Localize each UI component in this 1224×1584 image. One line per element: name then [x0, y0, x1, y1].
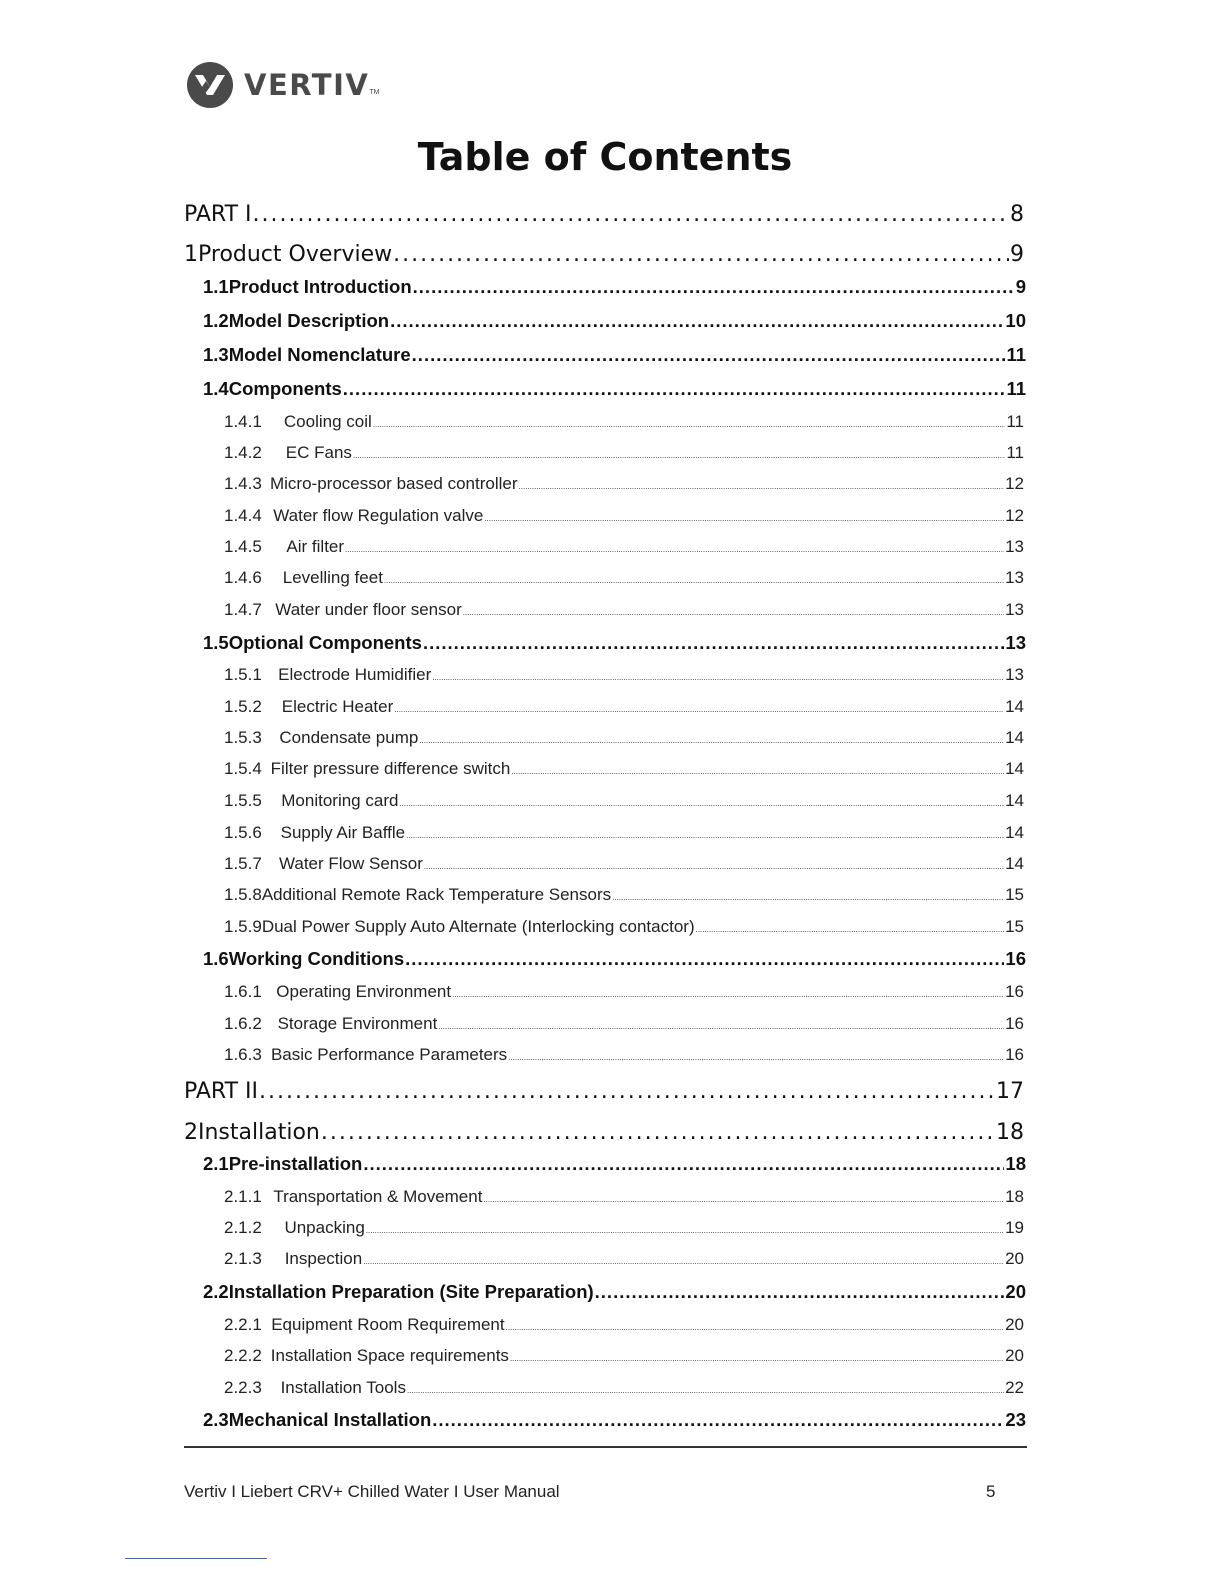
toc-entry[interactable] [224, 1249, 1024, 1269]
toc-entry-number: 1.4.6 [224, 568, 262, 587]
toc-entry-title: Operating Environment [276, 982, 452, 1001]
dot-leader [390, 310, 1004, 332]
toc-entry-page: 18 [1005, 1187, 1024, 1206]
toc-entry-page: 12 [1005, 474, 1024, 493]
toc-entry-title: Unpacking [284, 1218, 365, 1237]
toc-entry-title: Monitoring card [281, 791, 399, 810]
toc-entry-title: Water flow Regulation valve [273, 506, 484, 525]
toc-entry[interactable] [203, 276, 1026, 298]
toc-entry-number: 1.5.2 [224, 697, 262, 716]
dot-leader [384, 568, 1004, 588]
dot-leader [373, 412, 1006, 432]
toc-entry[interactable] [224, 506, 1024, 526]
toc-entry[interactable] [224, 1045, 1024, 1065]
toc-entry-page: 11 [1006, 344, 1026, 365]
dot-leader [253, 202, 1009, 227]
toc-entry[interactable] [224, 982, 1024, 1002]
toc-entry-title: Working Conditions [228, 948, 405, 969]
toc-entry[interactable] [224, 885, 1024, 905]
toc-entry-title: EC Fans [285, 443, 352, 462]
toc-entry-title: Condensate pump [279, 728, 419, 747]
toc-entry[interactable] [203, 948, 1026, 970]
toc-entry-number: 2.2 [203, 1281, 229, 1302]
toc-entry-number: 1.5.1 [224, 665, 262, 684]
toc-entry-number: 2.3 [203, 1409, 229, 1430]
toc-entry-page: 22 [1005, 1378, 1024, 1397]
toc-entry-number: 1.5.7 [224, 854, 262, 873]
toc-entry-number: 1.5.5 [224, 791, 262, 810]
toc-entry[interactable] [224, 1187, 1024, 1207]
toc-entry-page: 13 [1005, 600, 1024, 619]
page-title: Table of Contents [417, 135, 793, 179]
dot-leader [399, 791, 1004, 811]
toc-entry-title: PART II [184, 1079, 259, 1104]
toc-entry[interactable] [224, 728, 1024, 748]
dot-leader [452, 982, 1004, 1002]
toc-entry-title: Electrode Humidifier [278, 665, 432, 684]
toc-entry-number: 1.5.4 [224, 759, 262, 778]
toc-entry[interactable] [224, 600, 1024, 620]
toc-entry[interactable] [224, 1014, 1024, 1034]
toc-entry[interactable] [224, 537, 1024, 557]
toc-entry-page: 15 [1005, 885, 1024, 904]
toc-entry-number: 1.1 [203, 276, 229, 297]
toc-entry-page: 20 [1005, 1315, 1024, 1334]
toc-entry-title: Supply Air Baffle [280, 823, 406, 842]
toc-entry-number: 2.1 [203, 1153, 229, 1174]
toc-entry[interactable] [184, 1120, 1024, 1145]
logo-text: VERTIV [244, 68, 370, 102]
dot-leader [406, 823, 1004, 843]
toc-entry-page: 20 [1005, 1249, 1024, 1268]
toc-entry-title: Model Nomenclature [228, 344, 411, 365]
toc-entry-page: 15 [1005, 917, 1024, 936]
dot-leader [483, 1187, 1004, 1207]
toc-entry-page: 14 [1005, 791, 1024, 810]
toc-entry-title: Installation Preparation (Site Preparation) [228, 1281, 594, 1302]
toc-entry-page: 13 [1005, 632, 1026, 653]
toc-entry-number: 2.2.3 [224, 1378, 262, 1397]
toc-entry-title: Cooling coil [283, 412, 372, 431]
link-underline [125, 1558, 267, 1559]
toc-entry-page: 13 [1005, 665, 1024, 684]
toc-entry-number: 1 [184, 242, 198, 267]
footer-divider [184, 1446, 1027, 1448]
toc-entry[interactable] [224, 697, 1024, 717]
toc-entry-title: Dual Power Supply Auto Alternate (Interlocking contactor) [261, 917, 695, 936]
toc-entry-page: 9 [1015, 276, 1026, 297]
toc-entry[interactable] [224, 1378, 1024, 1398]
dot-leader [432, 665, 1004, 685]
dot-leader [405, 948, 1004, 970]
toc-entry-number: 2.1.1 [224, 1187, 262, 1206]
toc-entry-title: Water Flow Sensor [278, 854, 423, 873]
dot-leader [424, 854, 1004, 874]
dot-leader [508, 1045, 1004, 1065]
toc-entry-number: 1.5.9 [224, 917, 262, 936]
dot-leader [519, 474, 1005, 494]
toc-entry-number: 1.4.3 [224, 474, 262, 493]
toc-entry[interactable] [184, 1079, 1024, 1104]
toc-entry[interactable] [224, 665, 1024, 685]
toc-entry-title: Water under floor sensor [275, 600, 462, 619]
logo-trademark: TM [369, 89, 380, 96]
footer-text: Vertiv I Liebert CRV+ Chilled Water I User Manual [184, 1482, 560, 1501]
dot-leader [511, 759, 1004, 779]
toc-entry-number: 1.4.1 [224, 412, 262, 431]
toc-entry-page: 13 [1005, 568, 1024, 587]
toc-entry-title: Inspection [284, 1249, 363, 1268]
toc-entry-page: 11 [1006, 378, 1026, 399]
toc-entry[interactable] [224, 443, 1024, 463]
toc-entry[interactable] [203, 1281, 1026, 1303]
dot-leader [259, 1079, 995, 1104]
toc-entry[interactable] [224, 412, 1024, 432]
toc-entry-title: Installation Space requirements [270, 1346, 509, 1365]
toc-entry-number: 1.2 [203, 310, 229, 331]
toc-entry-title: Filter pressure difference switch [270, 759, 511, 778]
toc-entry[interactable] [203, 1409, 1026, 1431]
toc-entry[interactable] [203, 632, 1026, 654]
toc-entry-page: 14 [1005, 697, 1024, 716]
vertiv-logo [186, 62, 379, 108]
dot-leader [394, 697, 1004, 717]
toc-entry-title: Electric Heater [281, 697, 394, 716]
dot-leader [353, 443, 1005, 463]
dot-leader [423, 632, 1004, 654]
toc-entry-page: 16 [1005, 948, 1026, 969]
toc-entry-page: 9 [1010, 242, 1024, 267]
toc-entry[interactable] [224, 1315, 1024, 1335]
toc-entry-page: 14 [1005, 823, 1024, 842]
dot-leader [412, 344, 1006, 366]
dot-leader [419, 728, 1004, 748]
toc-entry-number: 1.4.5 [224, 537, 262, 556]
toc-entry-page: 11 [1006, 412, 1024, 431]
toc-entry[interactable] [224, 568, 1024, 588]
dot-leader [343, 378, 1006, 400]
toc-entry-number: 2.1.2 [224, 1218, 262, 1237]
toc-entry-title: Model Description [228, 310, 390, 331]
toc-entry-number: 1.5.6 [224, 823, 262, 842]
dot-leader [363, 1249, 1004, 1269]
toc-entry-number: 2.1.3 [224, 1249, 262, 1268]
toc-entry[interactable] [224, 759, 1024, 779]
toc-entry[interactable] [224, 1218, 1024, 1238]
toc-entry-page: 17 [996, 1079, 1024, 1104]
toc-entry-title: Pre-installation [228, 1153, 363, 1174]
toc-entry-number: 2.2.2 [224, 1346, 262, 1365]
toc-entry[interactable] [224, 854, 1024, 874]
toc-entry-page: 18 [996, 1120, 1024, 1145]
dot-leader [438, 1014, 1004, 1034]
toc-entry-title: Levelling feet [282, 568, 383, 587]
toc-entry[interactable] [224, 474, 1024, 494]
toc-entry-number: 2.2.1 [224, 1315, 262, 1334]
toc-entry-number: 1.6.3 [224, 1045, 262, 1064]
toc-entry-number: 1.5.8 [224, 885, 262, 904]
toc-entry-title: Transportation & Movement [273, 1187, 483, 1206]
footer-page-number: 5 [986, 1482, 996, 1501]
toc-entry-number: 1.3 [203, 344, 229, 365]
toc-entry-title: Optional Components [228, 632, 422, 653]
toc-entry-page: 14 [1005, 854, 1024, 873]
toc-entry-number: 1.4.4 [224, 506, 262, 525]
dot-leader [393, 242, 1009, 267]
toc-entry[interactable] [224, 917, 1024, 937]
vertiv-logo-icon [186, 61, 234, 109]
toc-entry-number: 2 [184, 1120, 198, 1145]
toc-entry-title: Components [228, 378, 342, 399]
toc-entry-page: 18 [1005, 1153, 1026, 1174]
dot-leader [321, 1120, 995, 1145]
toc-entry-title: Installation [198, 1120, 320, 1145]
toc-entry-title: Installation Tools [280, 1378, 406, 1397]
dot-leader [345, 537, 1004, 557]
toc-entry-number: 1.6 [203, 948, 229, 969]
toc-entry-page: 13 [1005, 537, 1024, 556]
toc-entry-title: Equipment Room Requirement [271, 1315, 505, 1334]
toc-entry-number: 1.5 [203, 632, 229, 653]
toc-entry-title: Storage Environment [277, 1014, 438, 1033]
dot-leader [612, 885, 1004, 905]
toc-entry-page: 16 [1005, 1014, 1024, 1033]
toc-entry-title: Mechanical Installation [228, 1409, 432, 1430]
toc-entry[interactable] [224, 791, 1024, 811]
dot-leader [506, 1315, 1004, 1335]
toc-entry-page: 12 [1005, 506, 1024, 525]
toc-entry-page: 14 [1005, 759, 1024, 778]
toc-entry-number: 1.5.3 [224, 728, 262, 747]
toc-entry-page: 16 [1005, 982, 1024, 1001]
toc-entry-page: 11 [1006, 443, 1024, 462]
dot-leader [366, 1218, 1004, 1238]
toc-entry-title: PART I [184, 202, 252, 227]
dot-leader [432, 1409, 1004, 1431]
toc-entry[interactable] [184, 242, 1024, 267]
dot-leader [407, 1378, 1004, 1398]
toc-entry-number: 1.6.1 [224, 982, 262, 1001]
dot-leader [484, 506, 1004, 526]
toc-entry-page: 19 [1005, 1218, 1024, 1237]
toc-entry-title: Basic Performance Parameters [270, 1045, 508, 1064]
toc-entry-number: 1.6.2 [224, 1014, 262, 1033]
toc-entry[interactable] [203, 378, 1026, 400]
toc-entry-page: 14 [1005, 728, 1024, 747]
toc-entry[interactable] [184, 202, 1024, 227]
dot-leader [413, 276, 1015, 298]
toc-entry-title: Air filter [286, 537, 345, 556]
toc-entry-number: 1.4 [203, 378, 229, 399]
toc-entry[interactable] [203, 310, 1026, 332]
toc-entry-page: 20 [1005, 1281, 1026, 1302]
toc-entry-page: 8 [1010, 202, 1024, 227]
dot-leader [595, 1281, 1005, 1303]
toc-entry-page: 20 [1005, 1346, 1024, 1365]
toc-entry[interactable] [203, 344, 1026, 366]
toc-entry-page: 16 [1005, 1045, 1024, 1064]
toc-entry-page: 10 [1005, 310, 1026, 331]
toc-entry-number: 1.4.2 [224, 443, 262, 462]
toc-entry[interactable] [203, 1153, 1026, 1175]
dot-leader [463, 600, 1004, 620]
toc-entry-page: 23 [1005, 1409, 1026, 1430]
dot-leader [363, 1153, 1004, 1175]
toc-entry-title: Micro-processor based controller [269, 474, 518, 493]
toc-entry-title: Product Introduction [228, 276, 412, 297]
toc-entry-title: Additional Remote Rack Temperature Sensors [261, 885, 612, 904]
toc-entry[interactable] [224, 1346, 1024, 1366]
dot-leader [510, 1346, 1004, 1366]
toc-entry-number: 1.4.7 [224, 600, 262, 619]
toc-entry[interactable] [224, 823, 1024, 843]
dot-leader [696, 917, 1004, 937]
toc-entry-title: Product Overview [198, 242, 393, 267]
